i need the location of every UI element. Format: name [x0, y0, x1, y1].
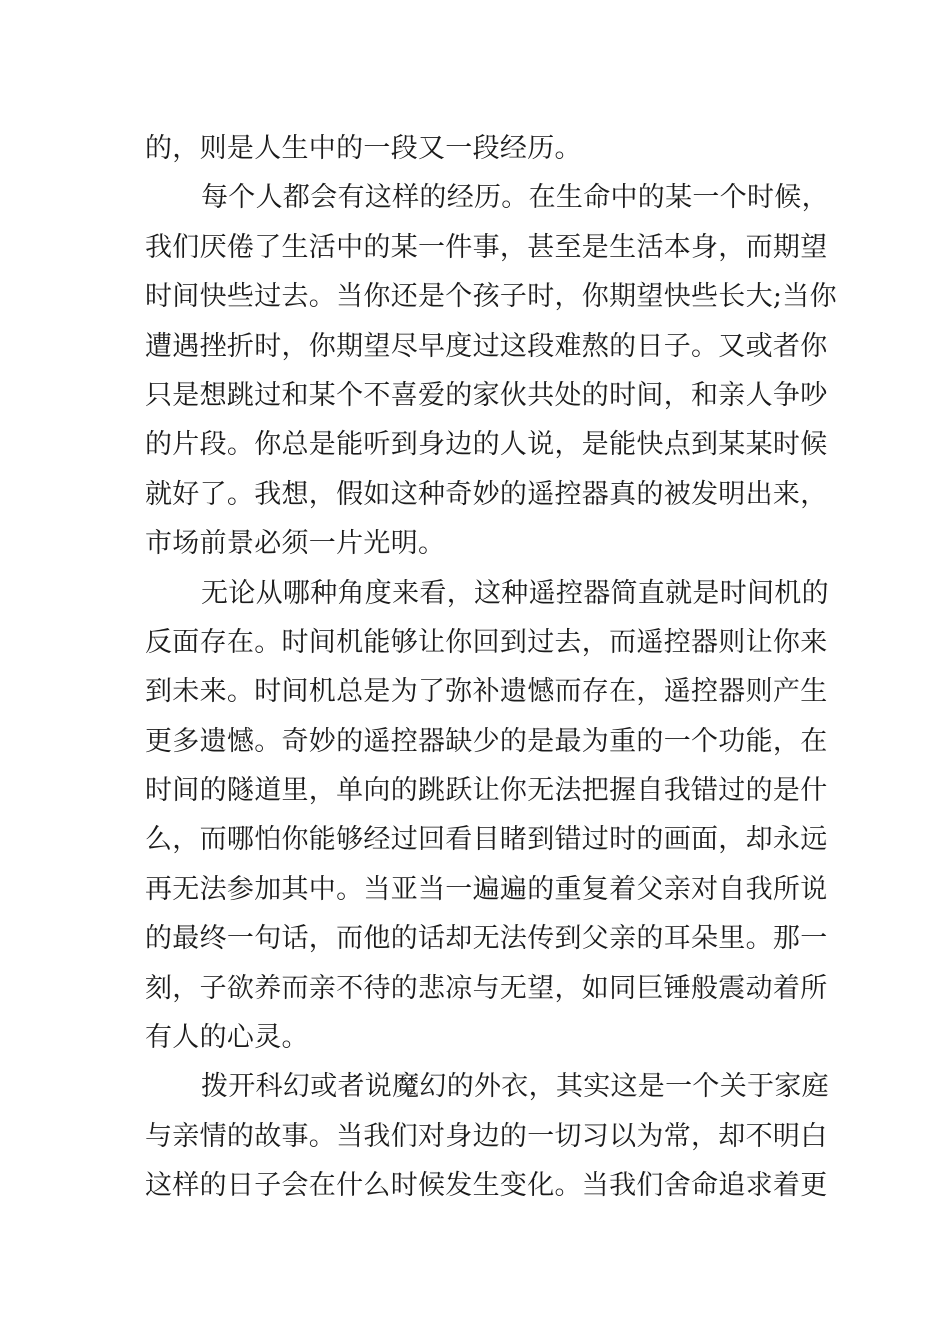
- text-line: 的片段。你总是能听到身边的人说，是能快点到某某时候: [145, 429, 828, 461]
- text-line: 到未来。时间机总是为了弥补遗憾而存在，遥控器则产生: [145, 676, 828, 708]
- text-line: 有人的心灵。: [145, 1022, 309, 1054]
- text-line: 就好了。我想，假如这种奇妙的遥控器真的被发明出来，: [145, 478, 828, 510]
- text-line: 反面存在。时间机能够让你回到过去，而遥控器则让你来: [145, 626, 828, 658]
- text-line: 时间的隧道里，单向的跳跃让你无法把握自我错过的是什: [145, 775, 828, 807]
- text-line: 更多遗憾。奇妙的遥控器缺少的是最为重的一个功能，在: [145, 725, 828, 757]
- text-line: 只是想跳过和某个不喜爱的家伙共处的时间，和亲人争吵: [145, 379, 828, 411]
- text-line: 么，而哪怕你能够经过回看目睹到错过时的画面，却永远: [145, 824, 828, 856]
- text-line: 刻，子欲养而亲不待的悲凉与无望，如同巨锤般震动着所: [145, 972, 828, 1004]
- text-line: 的最终一句话，而他的话却无法传到父亲的耳朵里。那一: [145, 923, 828, 955]
- text-line: 的，则是人生中的一段又一段经历。: [145, 133, 582, 164]
- text-line: 我们厌倦了生活中的某一件事，甚至是生活本身，而期望: [145, 231, 828, 263]
- text-line: 无论从哪种角度来看，这种遥控器简直就是时间机的: [201, 577, 829, 609]
- text-line: 再无法参加其中。当亚当一遍遍的重复着父亲对自我所说: [145, 873, 828, 905]
- text-line: 时间快些过去。当你还是个孩子时，你期望快些长大;当你: [145, 281, 837, 313]
- text-line: 与亲情的故事。当我们对身边的一切习以为常，却不明白: [145, 1120, 828, 1152]
- document-body: [145, 124, 837, 1211]
- text-line: 市场前景必须一片光明。: [145, 528, 446, 560]
- text-line: 拨开科幻或者说魔幻的外衣，其实这是一个关于家庭: [201, 1071, 829, 1103]
- text-line: 这样的日子会在什么时候发生变化。当我们舍命追求着更: [145, 1170, 828, 1202]
- text-line: 遭遇挫折时，你期望尽早度过这段难熬的日子。又或者你: [145, 330, 828, 362]
- text-line: 每个人都会有这样的经历。在生命中的某一个时候，: [201, 182, 829, 214]
